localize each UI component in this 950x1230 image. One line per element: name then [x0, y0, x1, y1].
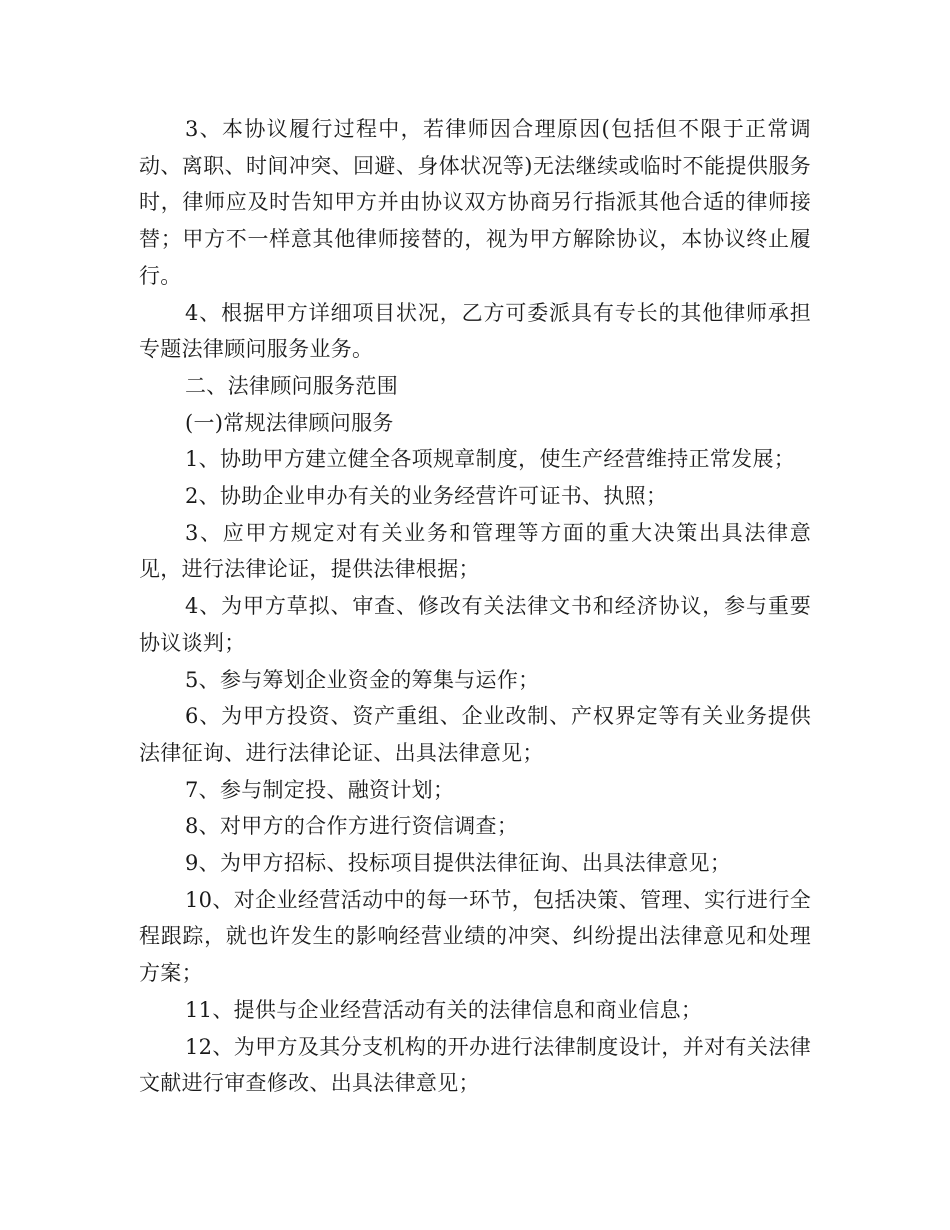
paragraph-clause-3-lawyer-replacement: 3、本协议履行过程中，若律师因合理原因(包括但不限于正常调动、离职、时间冲突、回避、身体状况等)无法继续或临时不能提供服务时，律师应及时告知甲方并由协议双方协商另行指派其他合适的律师接替；甲方不一样意其他律师接替的，视为甲方解除协议，本协议终止履行。 — [139, 117, 811, 288]
section-heading-service-scope: 二、法律顾问服务范围 — [185, 373, 398, 398]
paragraph-clause-4-specialist-lawyers: 4、根据甲方详细项目状况，乙方可委派具有专长的其他律师承担专题法律顾问服务业务。 — [139, 300, 811, 362]
subsection-heading-regular-services: (一)常规法律顾问服务 — [185, 410, 394, 435]
list-item-5: 5、参与筹划企业资金的筹集与运作； — [185, 667, 540, 692]
list-item-6: 6、为甲方投资、资产重组、企业改制、产权界定等有关业务提供法律征询、进行法律论证、出具法律意见； — [139, 704, 811, 765]
document-body — [139, 111, 811, 1102]
list-item-11: 11、提供与企业经营活动有关的法律信息和商业信息； — [185, 997, 703, 1022]
list-item-8: 8、对甲方的合作方进行资信调查； — [185, 814, 519, 839]
list-item-10: 10、对企业经营活动中的每一环节，包括决策、管理、实行进行全程跟踪，就也许发生的影响经营业绩的冲突、纠纷提出法律意见和处理方案； — [139, 887, 811, 986]
list-item-1: 1、协助甲方建立健全各项规章制度，使生产经营维持正常发展； — [185, 447, 796, 472]
list-item-7: 7、参与制定投、融资计划； — [185, 777, 455, 802]
list-item-4: 4、为甲方草拟、审查、修改有关法律文书和经济协议，参与重要协议谈判； — [139, 594, 811, 655]
list-item-2: 2、协助企业申办有关的业务经营许可证书、执照； — [185, 484, 668, 509]
list-item-3: 3、应甲方规定对有关业务和管理等方面的重大决策出具法律意见，进行法律论证，提供法律根据； — [139, 520, 811, 582]
list-item-9: 9、为甲方招标、投标项目提供法律征询、出具法律意见； — [185, 851, 732, 876]
list-item-12: 12、为甲方及其分支机构的开办进行法律制度设计，并对有关法律文献进行审查修改、出具法律意见； — [139, 1034, 811, 1096]
